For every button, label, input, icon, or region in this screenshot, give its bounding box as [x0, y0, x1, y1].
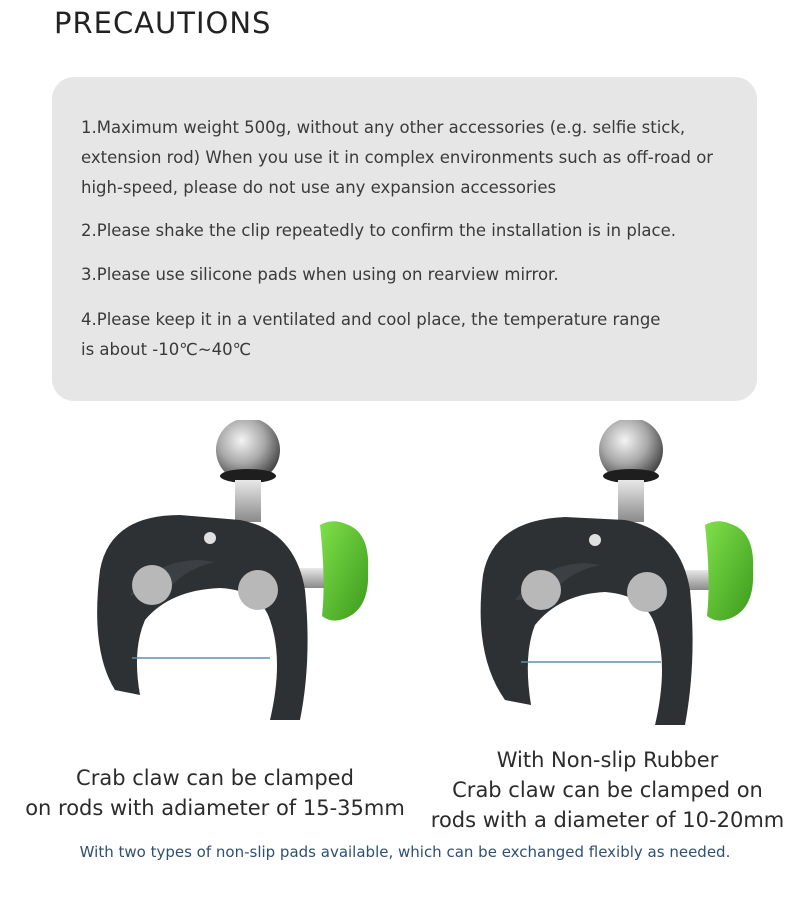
- product-caption: With Non-slip Rubber Crab claw can be clamped on rods with a diameter of 10-20mm: [430, 748, 785, 832]
- precaution-item: 2.Please shake the clip repeatedly to confirm the installation is in place.: [81, 221, 676, 240]
- product-caption: Crab claw can be clamped on rods with adiameter of 15-35mm: [25, 766, 405, 820]
- green-knob-icon: [320, 521, 368, 620]
- precaution-item: 1.Maximum weight 500g, without any other accessories (e.g. selfie stick, extension rod) When you use it in complex environments such as off-road or high-speed, please do not use any expansion accessories: [81, 118, 714, 197]
- green-knob-icon: [705, 521, 753, 620]
- crab-clamp-image: [70, 420, 390, 740]
- precautions-panel: [52, 77, 757, 401]
- rubber-clamp-image: [465, 420, 785, 740]
- precaution-item: 4.Please keep it in a ventilated and cool place, the temperature range is about -10℃~40℃: [81, 310, 661, 359]
- footnote: With two types of non-slip pads available, which can be exchanged flexibly as needed.: [79, 843, 731, 861]
- page-title: PRECAUTIONS: [54, 6, 272, 40]
- precaution-item: 3.Please use silicone pads when using on rearview mirror.: [81, 265, 559, 284]
